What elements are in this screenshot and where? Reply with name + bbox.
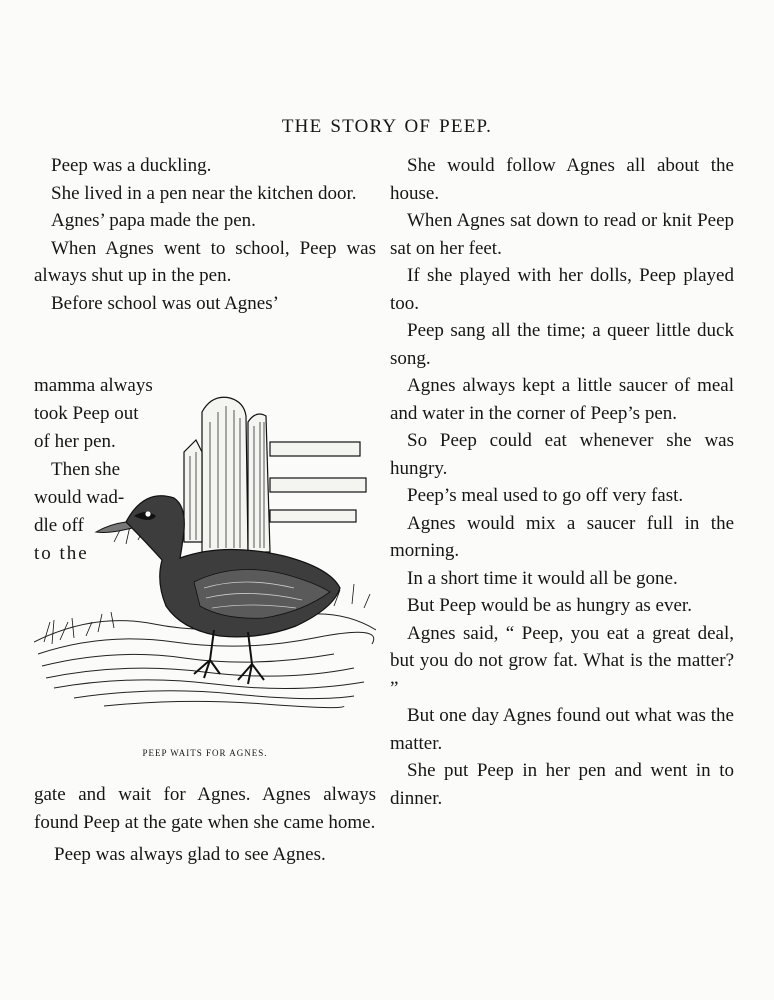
wrap-line: Then she bbox=[51, 459, 121, 480]
paragraph: Before school was out Agnes’ bbox=[51, 292, 279, 314]
paragraph: In a short time it would all be gone. bbox=[407, 567, 678, 589]
paragraph: Agnes said, “ Peep, you eat a great deal, but you do not grow fat. What is the matter? ” bbox=[390, 622, 734, 699]
paragraph: gate and wait for Agnes. Agnes always found Peep at the gate when she came home. bbox=[34, 784, 376, 833]
figure-caption: PEEP WAITS FOR AGNES. bbox=[142, 748, 268, 758]
paragraph: Peep’s meal used to go off very fast. bbox=[407, 485, 684, 506]
paragraph: Peep was a duckling. bbox=[51, 155, 212, 176]
wrap-line: of her pen. bbox=[34, 431, 116, 452]
page-title: THE STORY OF PEEP. bbox=[281, 116, 493, 137]
wrap-line: to the bbox=[34, 543, 89, 564]
right-column bbox=[390, 152, 734, 812]
fence bbox=[184, 397, 366, 552]
paragraph: If she played with her dolls, Peep played too. bbox=[390, 265, 734, 314]
duck-engraving bbox=[34, 392, 376, 742]
left-column bbox=[34, 152, 376, 317]
wrap-line: mamma always bbox=[34, 375, 153, 396]
paragraph: Agnes’ papa made the pen. bbox=[51, 210, 256, 231]
wrap-line: took Peep out bbox=[34, 403, 139, 424]
paragraph: She lived in a pen near the kitchen door. bbox=[51, 182, 357, 204]
paragraph: She put Peep in her pen and went in to dinner. bbox=[390, 760, 734, 809]
paragraph: Agnes always kept a little saucer of meal and water in the corner of Peep’s pen. bbox=[390, 375, 734, 424]
paragraph: Peep sang all the time; a queer little duck song. bbox=[390, 320, 734, 369]
paragraph: But Peep would be as hungry as ever. bbox=[407, 595, 692, 616]
left-column-bottom bbox=[34, 781, 376, 869]
paragraph: Agnes would mix a saucer full in the morning. bbox=[390, 512, 734, 561]
wrap-line: would wad- bbox=[34, 487, 125, 508]
paragraph: She would follow Agnes all about the house. bbox=[390, 155, 734, 204]
paragraph: When Agnes sat down to read or knit Peep sat on her feet. bbox=[390, 210, 734, 259]
wrap-line: dle off bbox=[34, 515, 84, 536]
duck-illustration bbox=[34, 392, 376, 768]
paragraph: Peep was always glad to see Agnes. bbox=[54, 844, 326, 865]
paragraph: So Peep could eat whenever she was hungry. bbox=[390, 430, 734, 479]
paragraph: But one day Agnes found out what was the matter. bbox=[390, 705, 734, 754]
paragraph: When Agnes went to school, Peep was always shut up in the pen. bbox=[34, 237, 376, 286]
